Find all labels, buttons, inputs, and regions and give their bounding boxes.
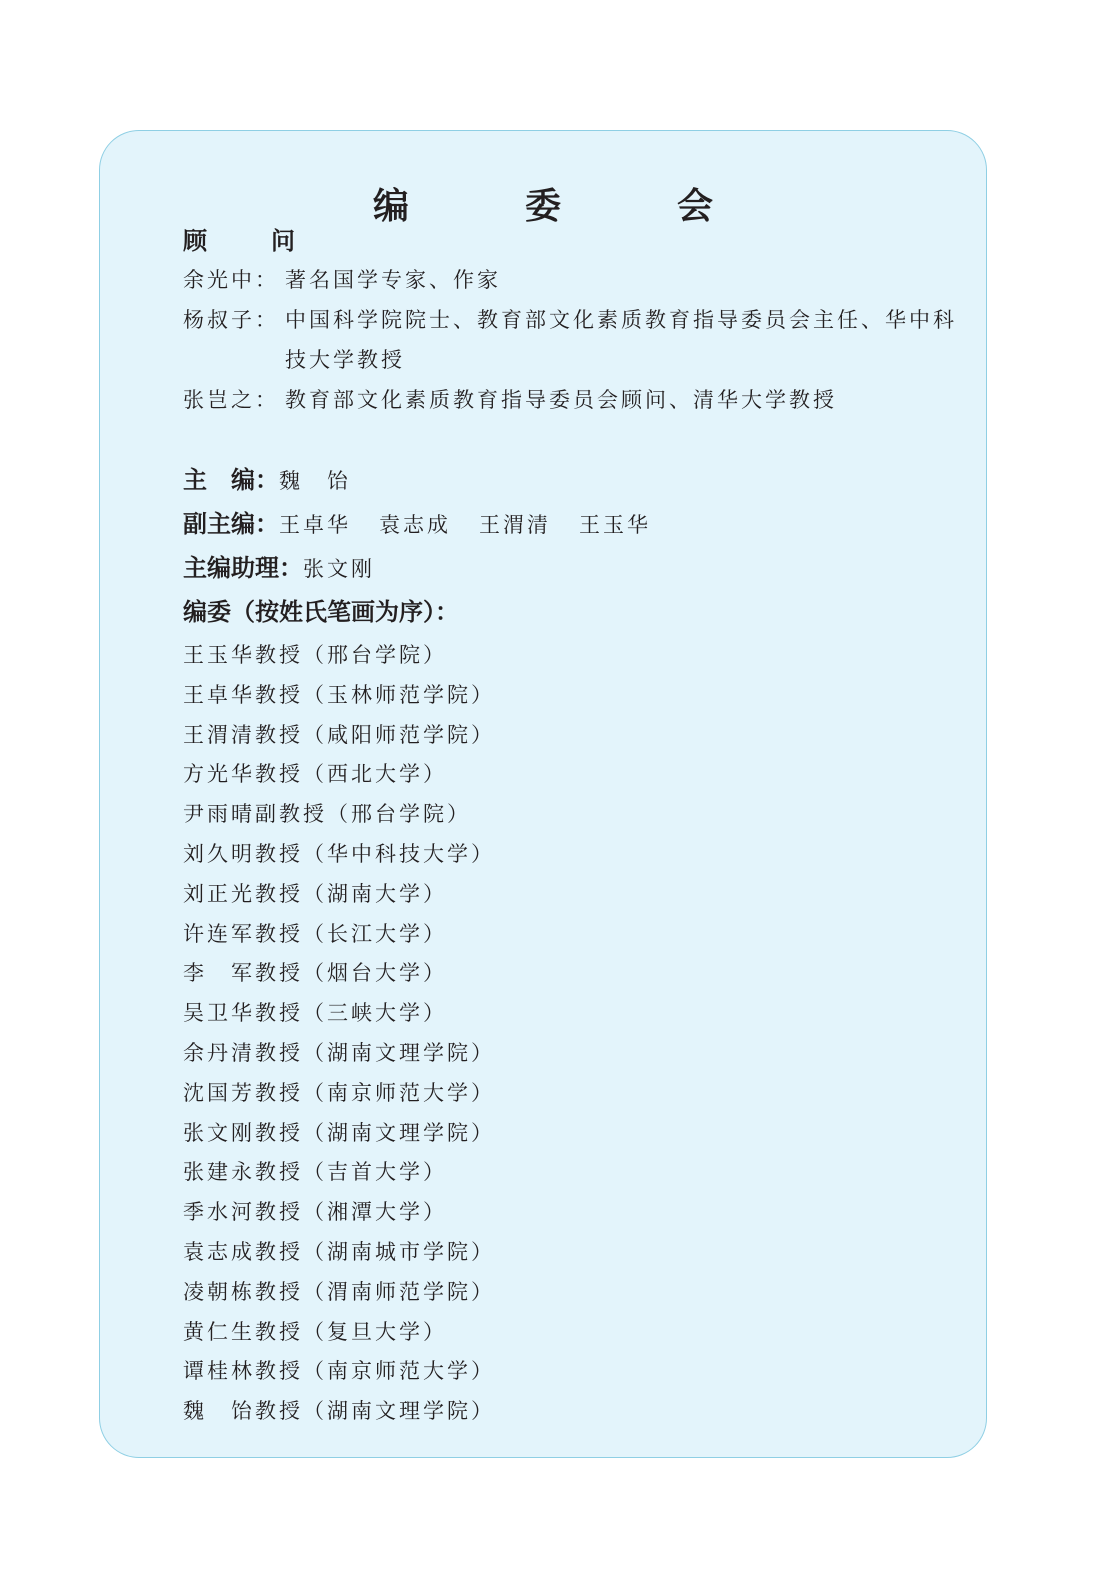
- advisor-name: 杨叔子：: [183, 308, 279, 332]
- advisor-description: 中国科学院院士、教育部文化素质教育指导委员会主任、华中科技大学教授: [285, 308, 957, 372]
- editor-assistant-names: [303, 547, 403, 591]
- member-item: 许连军教授（长江大学）: [183, 921, 447, 946]
- person-name: 张文刚: [303, 557, 375, 581]
- person-name: 王渭清: [479, 513, 551, 537]
- member-item: 王卓华教授（玉林师范学院）: [183, 682, 495, 707]
- advisor-description: 著名国学专家、作家: [285, 268, 501, 292]
- member-item: 方光华教授（西北大学）: [183, 762, 447, 787]
- member-item: 李 军教授（烟台大学）: [183, 961, 447, 986]
- member-item: 尹雨晴副教授（邢台学院）: [183, 802, 471, 827]
- members-heading: 编委（按姓氏笔画为序）：: [183, 597, 459, 626]
- members-list: [183, 636, 963, 1432]
- person-name: 王玉华: [579, 513, 651, 537]
- advisor-name: 余光中：: [183, 268, 279, 292]
- advisor-row: [183, 260, 963, 300]
- person-name: 袁志成: [379, 513, 451, 537]
- deputy-editors-row: [183, 502, 963, 546]
- member-item: 刘久明教授（华中科技大学）: [183, 841, 495, 866]
- member-item: 魏 饴教授（湖南文理学院）: [183, 1399, 495, 1424]
- member-item: 余丹清教授（湖南文理学院）: [183, 1040, 495, 1065]
- advisor-name: 张岂之：: [183, 388, 279, 412]
- editor-assistant-label: 主编助理：: [183, 553, 303, 582]
- chief-editor-label: 主 编：: [183, 465, 279, 494]
- chief-editor-names: [279, 459, 379, 503]
- member-item: 王玉华教授（邢台学院）: [183, 643, 447, 667]
- chief-editor-row: [183, 458, 963, 502]
- members-heading-row: [183, 590, 963, 634]
- editor-assistant-row: [183, 546, 963, 590]
- member-item: 凌朝栋教授（渭南师范学院）: [183, 1279, 495, 1304]
- deputy-editors-names: [279, 503, 679, 547]
- advisors-list: [183, 260, 963, 420]
- page-title: 编 委 会: [372, 185, 753, 227]
- member-item: 谭桂林教授（南京师范大学）: [183, 1359, 495, 1384]
- member-item: 袁志成教授（湖南城市学院）: [183, 1239, 495, 1264]
- spacer: [183, 420, 963, 458]
- editorial-content: [183, 222, 963, 1432]
- member-item: 季水河教授（湘潭大学）: [183, 1200, 447, 1225]
- advisor-description: 教育部文化素质教育指导委员会顾问、清华大学教授: [285, 388, 837, 412]
- member-item: 王渭清教授（咸阳师范学院）: [183, 722, 495, 747]
- advisors-heading: 顾 问: [183, 226, 315, 255]
- member-item: 黄仁生教授（复旦大学）: [183, 1319, 447, 1344]
- person-name: 王卓华: [279, 513, 351, 537]
- advisor-row: [183, 380, 963, 420]
- member-item: 张建永教授（吉首大学）: [183, 1160, 447, 1185]
- member-item: 刘正光教授（湖南大学）: [183, 881, 447, 906]
- member-item: 沈国芳教授（南京师范大学）: [183, 1080, 495, 1105]
- deputy-editors-label: 副主编：: [183, 509, 279, 538]
- member-item: 吴卫华教授（三峡大学）: [183, 1001, 447, 1026]
- person-name: 魏 饴: [279, 469, 351, 493]
- advisor-row: [183, 300, 963, 380]
- member-item: 张文刚教授（湖南文理学院）: [183, 1120, 495, 1145]
